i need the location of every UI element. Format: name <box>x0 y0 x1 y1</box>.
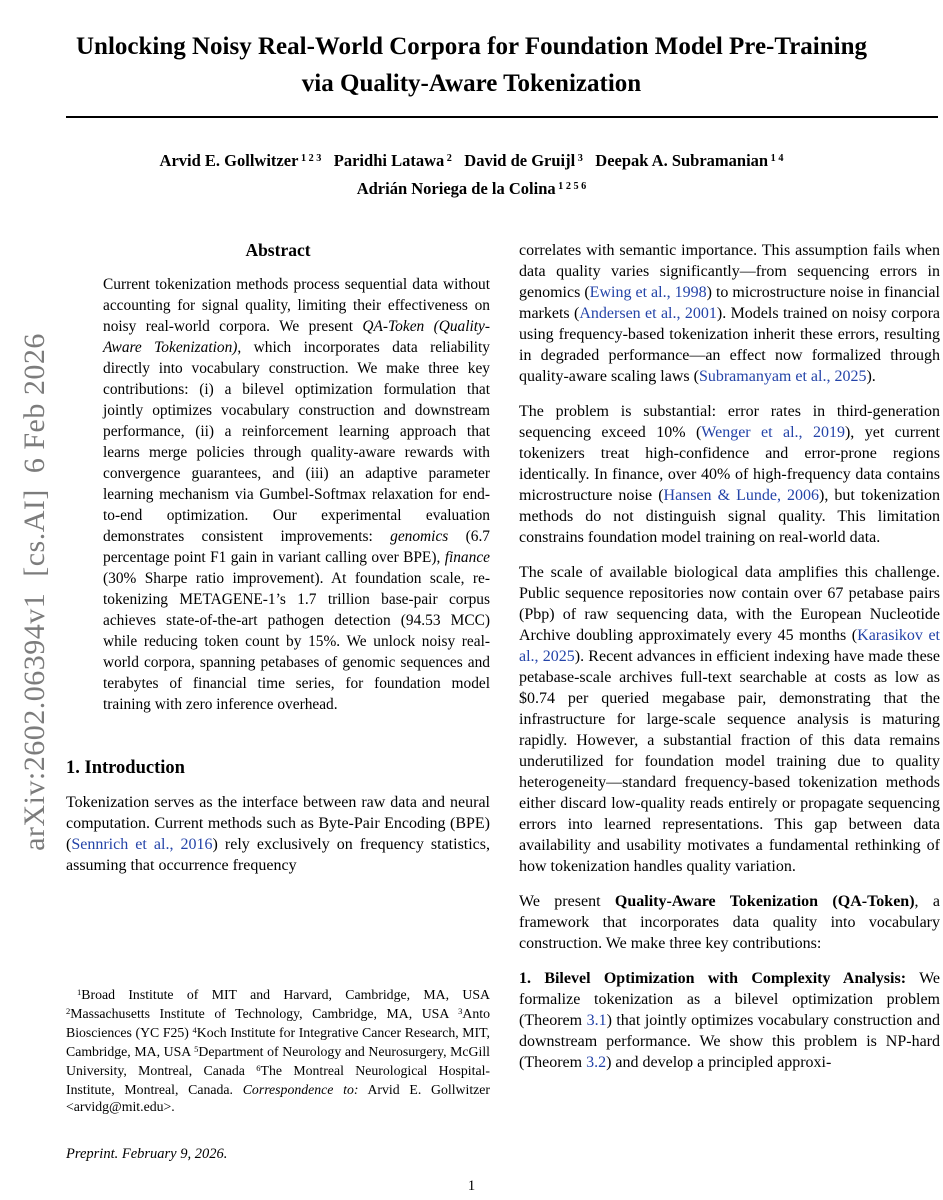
text-span: Tokenization serves as the interface between raw data and neural computation. Current methods such as Byte-Pair Encoding (BPE) ( <box>66 794 490 853</box>
text-span: ) and develop a principled approxi- <box>606 1054 832 1071</box>
citation-link[interactable]: Hansen & Lunde, 2006 <box>663 487 820 504</box>
paragraph-3 <box>519 562 940 877</box>
citation-link[interactable]: Karasikov et al., 2025 <box>519 627 940 665</box>
text-span: ) rely exclusively on frequency statistics, assuming that occurrence frequency <box>66 836 491 874</box>
text-span: ) that jointly optimizes vocabulary construction and downstream performance. We show this problem is NP-hard (Theorem <box>519 1012 941 1071</box>
text-span: We formalize tokenization as a bilevel optimization problem (Theorem <box>519 970 940 1029</box>
text-span: Correspondence to: <box>242 1082 359 1097</box>
section-heading-introduction: 1. Introduction <box>66 758 185 778</box>
text-span <box>321 151 333 170</box>
text-span: Paridhi Latawa <box>333 151 445 170</box>
citation-link[interactable]: Ewing et al., 1998 <box>589 284 707 301</box>
text-span: ) to microstructure noise in financial markets ( <box>519 284 940 322</box>
text-span: The Montreal Neurological Hospital-Institute, Montreal, Canada. <box>66 1063 490 1097</box>
text-span: ), but tokenization methods do not distinguish signal quality. This limitation constrains foundation model training on real-world data. <box>519 487 941 546</box>
text-span: Arvid E. Gollwitzer <box>159 151 299 170</box>
text-span: genomics <box>390 528 449 545</box>
text-span: (30% Sharpe ratio improvement). At foundation scale, re-tokenizing METAGENE-1’s 1.7 trillion base-pair corpus achieves state-of-the-art pathogen detection (94.53 MCC) while reducing token count by 15%. We unlock noisy real-world corpora, spanning petabases of genomic sequences and terabytes of financial time series, for foundation model training with zero inference overhead. <box>103 570 490 713</box>
citation-link[interactable]: Andersen et al., 2001 <box>579 305 717 322</box>
text-span: Quality-Aware Tokenization (QA-Token) <box>614 893 915 910</box>
arxiv-watermark: arXiv:2602.06394v1 [cs.AI] 6 Feb 2026 <box>18 333 51 851</box>
title-line-1: Unlocking Noisy Real-World Corpora for Foundation Model Pre-Training <box>76 33 867 60</box>
paragraph-1 <box>519 240 940 387</box>
text-span: 1 2 5 6 <box>555 181 587 193</box>
title-line-2: via Quality-Aware Tokenization <box>301 70 642 97</box>
text-span: ), yet current tokenizers treat high-confidence and error-prone regions identically. In finance, over 40% of high-frequency data contains microstructure noise ( <box>519 424 940 504</box>
text-span: ). Models trained on noisy corpora using frequency-based tokenization inherit these errors, resulting in degraded performance—an effect now formalized through quality-aware scaling laws ( <box>519 305 941 385</box>
text-span: ). <box>866 368 876 385</box>
affiliation-footnotes <box>66 986 490 1115</box>
text-span <box>452 151 464 170</box>
text-span <box>583 151 595 170</box>
text-span: 4 <box>192 1025 197 1036</box>
citation-link[interactable]: Wenger et al., 2019 <box>701 424 845 441</box>
text-span: Current tokenization methods process sequential data without accounting for signal quality, limiting their effectiveness on noisy real-world corpora. We present <box>103 276 490 335</box>
text-span: 3 <box>458 1006 463 1017</box>
paragraph-5-contribution-1 <box>519 968 940 1073</box>
text-span: , a framework that incorporates data quality into vocabulary construction. We make three key contributions: <box>519 893 941 952</box>
text-span: Adrián Noriega de la Colina <box>356 179 556 198</box>
preprint-note: Preprint. February 9, 2026. <box>66 1146 228 1162</box>
text-span: , which incorporates data reliability directly into vocabulary construction. We make three key contributions: (i) a bilevel optimization formulation that jointly optimizes vocabulary construction and downstream performance, (ii) a reinforcement learning approach that learns merge policies through quality-aware rewards with convergence guarantees, and (iii) an adaptive parameter learning mechanism via Gumbel-Softmax relaxation for end-to-end optimization. Our experimental evaluation demonstrates consistent improvements: <box>103 339 490 545</box>
text-span: Deepak A. Subramanian <box>595 151 769 170</box>
text-span: 1. Bilevel Optimization with Complexity Analysis: <box>519 970 907 987</box>
text-span: 2 <box>444 153 452 165</box>
paragraph-4 <box>519 891 940 954</box>
text-span: Broad Institute of MIT and Harvard, Cambridge, MA, USA <box>81 987 490 1002</box>
text-span: The scale of available biological data amplifies this challenge. Public sequence repositories now contain over 67 petabase pairs (Pbp) of raw sequencing data, with the European Nucleotide Archive doubling approximately every 45 months ( <box>519 564 940 644</box>
paper-title <box>0 28 943 102</box>
text-span: Arvid E. Gollwitzer <arvidg@mit.edu>. <box>66 1082 491 1114</box>
authors-line-1 <box>0 148 943 176</box>
author-list <box>0 148 943 204</box>
text-span: 5 <box>194 1044 199 1055</box>
text-span: Department of Neurology and Neurosurgery, McGill University, Montreal, Canada <box>66 1044 490 1078</box>
text-span: We present <box>519 893 615 910</box>
text-span: David de Gruijl <box>464 151 576 170</box>
abstract-body <box>103 274 490 715</box>
text-span: correlates with semantic importance. This assumption fails when data quality varies significantly—from sequencing errors in genomics ( <box>519 242 940 301</box>
text-span: 6 <box>256 1063 261 1074</box>
paragraph-2 <box>519 401 940 548</box>
text-span: The problem is substantial: error rates in third-generation sequencing exceed 10% ( <box>519 403 940 441</box>
text-span: (6.7 percentage point F1 gain in variant calling over BPE), <box>103 528 490 566</box>
text-span: finance <box>444 549 490 566</box>
citation-link[interactable]: 3.2 <box>586 1054 607 1071</box>
intro-paragraph <box>66 792 490 876</box>
text-span: 1 <box>77 987 82 998</box>
right-column <box>519 240 940 1087</box>
authors-line-2 <box>0 176 943 204</box>
citation-link[interactable]: Sennrich et al., 2016 <box>71 836 213 853</box>
page-number: 1 <box>467 1178 476 1194</box>
text-span: Anto Biosciences (YC F25) <box>66 1006 490 1040</box>
text-span: Koch Institute for Integrative Cancer Research, MIT, Cambridge, MA, USA <box>66 1025 490 1059</box>
title-rule <box>66 116 938 118</box>
left-column <box>66 240 490 876</box>
text-span: 3 <box>575 153 583 165</box>
text-span: 2 <box>66 1006 71 1017</box>
text-span: 1 4 <box>768 153 784 165</box>
citation-link[interactable]: Subramanyam et al., 2025 <box>698 368 867 385</box>
citation-link[interactable]: 3.1 <box>586 1012 607 1029</box>
abstract-heading: Abstract <box>245 240 311 260</box>
text-span: Massachusetts Institute of Technology, Cambridge, MA, USA <box>70 1006 459 1021</box>
text-span: 1 2 3 <box>298 153 322 165</box>
text-span: ). Recent advances in efficient indexing have made these petabase-scale archives full-text searchable at costs as low as $0.74 per queried megabase pair, demonstrating that the infrastructure for large-scale sequence analysis is maturing rapidly. However, a substantial fraction of this data remains underutilized for foundation model training due to quality heterogeneity—standard frequency-based tokenization methods either discard low-quality reads entirely or propagate sequencing errors into learned representations. This gap between data availability and usability motivates a fundamental rethinking of how tokenization handles quality variation. <box>519 648 941 875</box>
text-span: QA-Token (Quality-Aware Tokenization) <box>103 318 490 356</box>
